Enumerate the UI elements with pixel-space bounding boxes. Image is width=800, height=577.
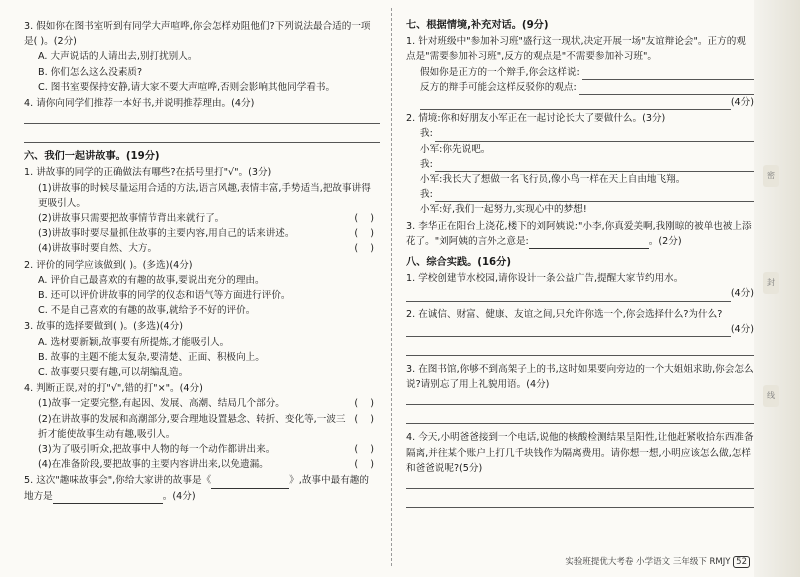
judge-item bbox=[24, 412, 380, 442]
judge-item bbox=[24, 457, 380, 472]
answer-paren[interactable]: ( ) bbox=[354, 213, 374, 225]
option-a: A. 评价自己最喜欢的有趣的故事,要说出充分的理由。 bbox=[38, 274, 265, 286]
answer-line[interactable] bbox=[406, 343, 754, 356]
answer-paren[interactable]: ( ) bbox=[354, 459, 374, 471]
answer-line[interactable] bbox=[406, 411, 754, 424]
prompt-text: 反方的辩手可能会这样反驳你的观点: bbox=[420, 81, 577, 93]
dialog-me bbox=[406, 187, 754, 202]
question-6-3 bbox=[24, 319, 380, 380]
section-title-8: 八、综合实践。(16分) bbox=[406, 257, 511, 269]
answer-line[interactable] bbox=[406, 476, 754, 489]
judge-item bbox=[24, 211, 380, 226]
answer-paren[interactable]: ( ) bbox=[354, 444, 374, 456]
option-b: B. 你们怎么这么没素质? bbox=[38, 66, 143, 78]
judge-item bbox=[24, 226, 380, 241]
question-stem-cont: 地方是 bbox=[24, 490, 53, 502]
option-a: A. 大声说话的人请出去,别打扰别人。 bbox=[38, 51, 198, 63]
page-footer bbox=[565, 555, 750, 567]
answer-line[interactable] bbox=[406, 495, 754, 508]
answer-paren[interactable]: ( ) bbox=[354, 243, 374, 255]
speaker-label: 我: bbox=[420, 158, 433, 170]
binding-tab-1: 密 bbox=[763, 165, 779, 187]
answer-paren[interactable]: ( ) bbox=[354, 228, 374, 240]
judge-item bbox=[24, 241, 380, 256]
question-score: 。(4分) bbox=[162, 490, 196, 502]
question-stem: 5. 这次"趣味故事会",你给大家讲的故事是《 bbox=[24, 475, 212, 487]
judge-item bbox=[24, 442, 380, 457]
answer-row bbox=[406, 95, 754, 110]
question-score: (4分) bbox=[730, 288, 754, 300]
column-divider bbox=[391, 8, 392, 566]
item-text: (2)讲故事只需要把故事情节背出来就行了。 bbox=[38, 213, 225, 225]
question-stem: 2. 在诚信、财富、健康、友谊之间,只允许你选一个,你会选择什么?为什么? bbox=[406, 308, 723, 320]
option-b: B. 故事的主题不能太复杂,要清楚、正面、积极向上。 bbox=[38, 351, 265, 363]
question-stem: 2. 情境:你和好朋友小军正在一起讨论长大了要做什么。(3分) bbox=[406, 113, 666, 125]
question-6-1 bbox=[24, 165, 380, 256]
question-stem: 3. 假如你在图书室听到有同学大声喧哗,你会怎样劝阻他们?下列说法最合适的一项是( )。(2分) bbox=[24, 21, 371, 48]
option-c: C. 故事要只要有趣,可以胡编乱造。 bbox=[38, 367, 189, 379]
question-8-2 bbox=[406, 307, 754, 356]
funny-part-blank[interactable] bbox=[53, 492, 163, 504]
question-stem: 3. 李华正在阳台上浇花,楼下的刘阿姨说:"小李,你真爱美啊,我刚晾的被单也被上添花了。"刘阿姨的言外之意是: bbox=[406, 220, 752, 247]
judge-item bbox=[24, 181, 380, 211]
question-stem: 4. 请你向同学们推荐一本好书,并说明推荐理由。(4分) bbox=[24, 98, 255, 110]
answer-line[interactable] bbox=[435, 130, 754, 142]
left-column bbox=[24, 18, 380, 504]
item-text: (4)讲故事时要自然、大方。 bbox=[38, 243, 158, 255]
question-6-4 bbox=[24, 381, 380, 472]
question-7-2 bbox=[406, 111, 754, 217]
answer-line[interactable] bbox=[24, 130, 380, 143]
question-8-4 bbox=[406, 430, 754, 508]
question-7-3 bbox=[406, 219, 754, 249]
dialog-me bbox=[406, 126, 754, 141]
item-text: (2)在讲故事的发展和高潮部分,要合理地设置悬念、转折、变化等,一波三折才能使故事生动有趣,吸引人。 bbox=[38, 413, 346, 440]
section-title-6: 六、我们一起讲故事。(19分) bbox=[24, 151, 160, 163]
speaker-label: 我: bbox=[420, 189, 433, 201]
option-a: A. 选材要新颖,故事要有所提炼,才能吸引人。 bbox=[38, 336, 230, 348]
option-c: C. 图书室要保持安静,请大家不要大声喧哗,否则会影响其他同学看书。 bbox=[38, 81, 336, 93]
answer-line[interactable] bbox=[420, 98, 731, 110]
question-stem-cont: 》,故事中最有趣的 bbox=[289, 475, 369, 487]
question-8-1 bbox=[406, 271, 754, 301]
answer-row bbox=[406, 80, 754, 95]
answer-line[interactable] bbox=[582, 68, 754, 80]
section-title-7: 七、根据情境,补充对话。(9分) bbox=[406, 20, 549, 31]
answer-row bbox=[406, 65, 754, 80]
answer-line[interactable] bbox=[24, 111, 380, 124]
question-score: (4分) bbox=[730, 323, 754, 335]
dialog-xiaojun: 小军:好,我们一起努力,实现心中的梦想! bbox=[420, 204, 587, 216]
answer-line[interactable] bbox=[435, 160, 754, 172]
question-6-2 bbox=[24, 258, 380, 319]
question-stem: 4. 今天,小明爸爸接到一个电话,说他的核酸检测结果呈阳性,让他赶紧收拾东西准备隔离,并往某个账户上打几千块钱作为隔离费用。请你想一想,小明应该怎么做,怎样和爸爸说呢?(5分) bbox=[406, 432, 754, 474]
item-text: (4)在准备阶段,要把故事的主要内容讲出来,以免遗漏。 bbox=[38, 459, 269, 471]
question-score: (4分) bbox=[730, 97, 754, 109]
speaker-label: 我: bbox=[420, 128, 433, 140]
answer-line[interactable] bbox=[435, 190, 754, 202]
option-b: B. 还可以评价讲故事的同学的仪态和语气等方面进行评价。 bbox=[38, 290, 291, 302]
binding-tab-2: 封 bbox=[763, 272, 779, 294]
question-6-5 bbox=[24, 473, 380, 503]
question-stem: 1. 讲故事的同学的正确做法有哪些?在括号里打"√"。(3分) bbox=[24, 167, 272, 179]
question-5-4 bbox=[24, 96, 380, 143]
question-stem: 1. 学校创建节水校园,请你设计一条公益广告,提醒大家节约用水。 bbox=[406, 273, 684, 285]
question-stem: 4. 判断正误,对的打"√",错的打"×"。(4分) bbox=[24, 383, 203, 395]
answer-line[interactable] bbox=[406, 392, 754, 405]
binding-tab-3: 线 bbox=[763, 385, 779, 407]
page-number: 52 bbox=[733, 556, 750, 568]
answer-paren[interactable]: ( ) bbox=[354, 413, 374, 425]
question-7-1 bbox=[406, 34, 754, 110]
prompt-text: 假如你是正方的一个辩手,你会这样说: bbox=[420, 66, 580, 78]
item-text: (3)为了吸引听众,把故事中人物的每一个动作都讲出来。 bbox=[38, 444, 276, 456]
item-text: (3)讲故事时要尽量抓住故事的主要内容,用自己的话来讲述。 bbox=[38, 228, 295, 240]
question-5-3 bbox=[24, 19, 380, 95]
answer-row bbox=[406, 322, 754, 337]
dialog-me bbox=[406, 157, 754, 172]
answer-paren[interactable]: ( ) bbox=[354, 398, 374, 410]
answer-blank[interactable] bbox=[529, 237, 649, 249]
answer-line[interactable] bbox=[406, 290, 731, 302]
judge-item bbox=[24, 396, 380, 411]
option-c: C. 不是自己喜欢的有趣的故事,就给予不好的评价。 bbox=[38, 305, 256, 317]
dialog-xiaojun: 小军:我长大了想做一名飞行员,像小鸟一样在天上自由地飞翔。 bbox=[420, 174, 686, 186]
question-score: 。(2分) bbox=[648, 235, 682, 247]
item-text: (1)讲故事的时候尽量运用合适的方法,语言风趣,表情丰富,手势适当,把故事讲得更吸引人。 bbox=[38, 182, 371, 209]
question-stem: 2. 评价的同学应该做到( )。(多选)(4分) bbox=[24, 259, 193, 271]
right-column bbox=[406, 18, 754, 514]
answer-line[interactable] bbox=[579, 83, 754, 95]
answer-row bbox=[406, 286, 754, 301]
story-title-blank[interactable] bbox=[211, 477, 289, 489]
answer-line[interactable] bbox=[406, 325, 731, 337]
question-stem: 3. 在图书馆,你够不到高架子上的书,这时如果要向旁边的一个大姐姐求助,你会怎么说?请别忘了用上礼貌用语。(4分) bbox=[406, 364, 754, 391]
question-8-3 bbox=[406, 362, 754, 424]
question-stem: 1. 针对班级中"参加补习班"盛行这一现状,决定开展一场"友谊辩论会"。正方的观点是"需要参加补习班",反方的观点是"不需要参加补习班"。 bbox=[406, 36, 746, 63]
dialog-xiaojun: 小军:你先说吧。 bbox=[420, 143, 491, 155]
question-stem: 3. 故事的选择要做到( )。(多选)(4分) bbox=[24, 321, 183, 333]
footer-text: 实验班提优大考卷 小学语文 三年级下 RMJY bbox=[565, 557, 731, 567]
item-text: (1)故事一定要完整,有起因、发展、高潮、结局几个部分。 bbox=[38, 398, 285, 410]
